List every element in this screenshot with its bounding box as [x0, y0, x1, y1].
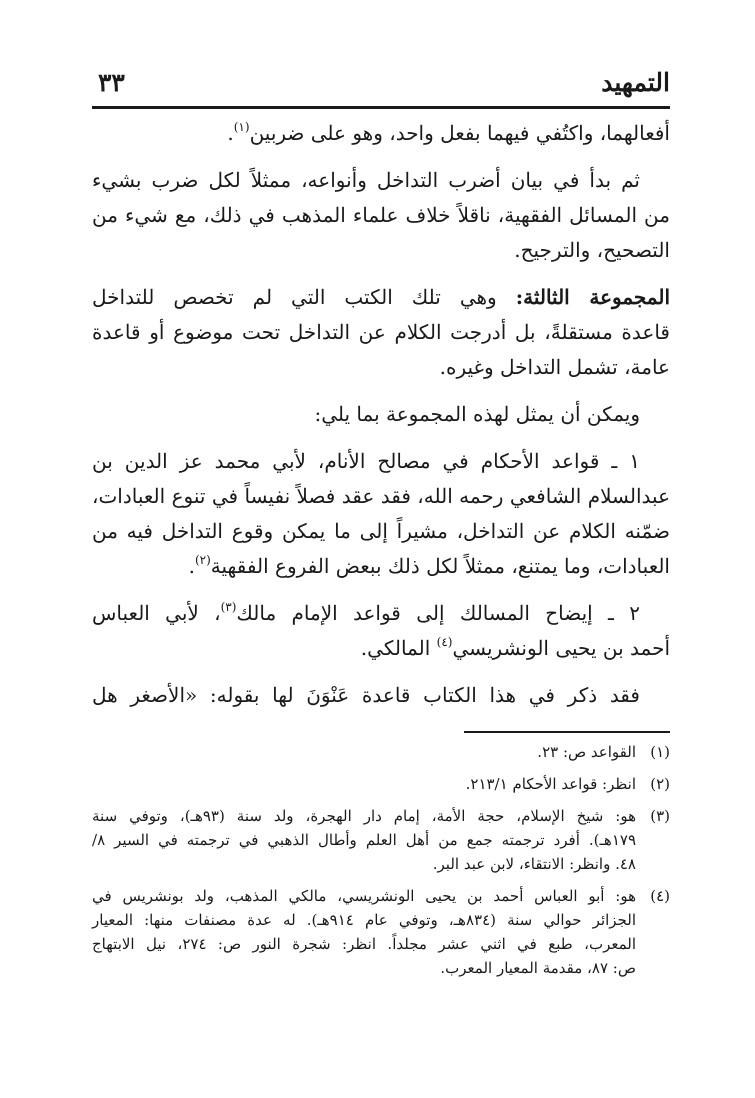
- footnote-ref-2: (٢): [194, 553, 211, 567]
- footnote-text: [92, 740, 636, 764]
- footnote-line: الجزائر حوالي سنة (٨٣٤هـ، وتوفي عام ٩١٤هـ). له عدة مصنفات منها: المعيار: [92, 911, 636, 929]
- footnote-ref-3: (٣): [220, 600, 237, 614]
- text-line: من المسائل الفقهية، ناقلاً خلاف علماء المذهب في ذلك، مع شيء من: [92, 203, 670, 227]
- paragraph-6: [92, 596, 670, 666]
- text-fragment: وهي تلك الكتب التي لم تخصص للتداخل: [92, 285, 497, 309]
- footnote-line: المعرب، طبع في اثني عشر مجلداً. انظر: شجرة النور ص: ٢٧٤، نيل الابتهاج: [92, 935, 637, 953]
- header-rule: [92, 106, 670, 109]
- chapter-title: التمهيد: [601, 68, 670, 97]
- text-line: [92, 549, 670, 584]
- paragraph-4: [92, 397, 670, 432]
- footnote-number: (٣): [650, 807, 670, 825]
- text-line: فقد ذكر في هذا الكتاب قاعدة عَنْوَنَ لها بقوله: «الأصغر هل: [92, 683, 640, 707]
- text-fragment: المالكي.: [360, 636, 437, 660]
- text-line: [92, 596, 670, 631]
- text-line: [92, 280, 670, 315]
- text-fragment: ٢ ـ إيضاح المسالك إلى قواعد الإمام مالك: [236, 601, 640, 625]
- footnote-separator: [464, 731, 670, 733]
- text-fragment: أحمد بن يحيى الونشريسي: [452, 636, 670, 660]
- footnote-number: (١): [650, 743, 670, 761]
- page-number: ٣٣: [98, 68, 125, 97]
- paragraph-3: [92, 280, 670, 385]
- text-line: [92, 631, 670, 666]
- footnote-text: [92, 804, 636, 876]
- text-line: ١ ـ قواعد الأحكام في مصالح الأنام، لأبي محمد عز الدين بن: [92, 449, 640, 473]
- footnote-text: [92, 772, 636, 796]
- main-text: [92, 116, 670, 725]
- footnote-2: [92, 772, 670, 796]
- footnote-4: [92, 884, 670, 980]
- text-line: التصحيح، والترجيح.: [514, 238, 670, 262]
- group-heading: المجموعة الثالثة:: [515, 285, 671, 309]
- footnote-line: القواعد ص: ٢٣.: [537, 743, 636, 761]
- paragraph-1: [92, 116, 670, 151]
- footnote-line: هو: شيخ الإسلام، حجة الأمة، إمام دار الهجرة، ولد سنة (٩٣هـ)، وتوفي سنة: [92, 807, 636, 825]
- paragraph-7: [92, 678, 670, 713]
- text-fragment: أفعالهما، واكتُفي فيهما بفعل واحد، وهو على ضربين: [249, 121, 670, 145]
- text-line: ضمّنه الكلام عن التداخل، مشيراً إلى ما يمكن وقوع التداخل فيه من: [92, 519, 670, 543]
- text-line: عبدالسلام الشافعي رحمه الله، فقد عقد فصلاً نفيساً في تنوع العبادات،: [92, 484, 670, 508]
- paragraph-2: [92, 163, 670, 268]
- running-header: [92, 66, 670, 108]
- footnote-line: هو: أبو العباس أحمد بن يحيى الونشريسي، مالكي المذهب، ولد بونشريس في: [92, 887, 636, 905]
- footnote-line: انظر: قواعد الأحكام ٢١٣/١.: [465, 775, 636, 793]
- footnote-number: (٤): [650, 887, 670, 905]
- footnote-ref-4: (٤): [436, 635, 453, 649]
- footnotes: [92, 740, 670, 988]
- footnote-number: (٢): [650, 775, 670, 793]
- footnote-line: ص: ٨٧، مقدمة المعيار المعرب.: [440, 959, 636, 977]
- footnote-3: [92, 804, 670, 876]
- text-fragment: العبادات، وما يمتنع، ممثلاً لكل ذلك ببعض الفروع الفقهية: [210, 554, 670, 578]
- text-line: [92, 116, 670, 151]
- text-line: ثم بدأ في بيان أضرب التداخل وأنواعه، ممثلاً لكل ضرب بشيء: [92, 168, 640, 192]
- text-fragment: ، لأبي العباس: [92, 601, 221, 625]
- footnote-ref-1: (١): [233, 120, 250, 134]
- footnote-1: [92, 740, 670, 764]
- paragraph-5: [92, 444, 670, 584]
- text-line: قاعدة مستقلةً، بل أدرجت الكلام عن التداخل تحت موضوع أو قاعدة: [92, 320, 670, 344]
- text-line: عامة، تشمل التداخل وغيره.: [439, 355, 670, 379]
- footnote-text: [92, 884, 636, 980]
- text-fragment: .: [188, 554, 195, 578]
- footnote-line: ٤٨. وانظر: الانتقاء، لابن عبد البر.: [432, 855, 636, 873]
- footnote-line: ١٧٩هـ). أفرد ترجمته جمع من أهل العلم وأطال الذهبي في ترجمته في السير ٨/: [92, 831, 636, 849]
- text-fragment: .: [227, 121, 234, 145]
- text-line: ويمكن أن يمثل لهذه المجموعة بما يلي:: [314, 402, 640, 426]
